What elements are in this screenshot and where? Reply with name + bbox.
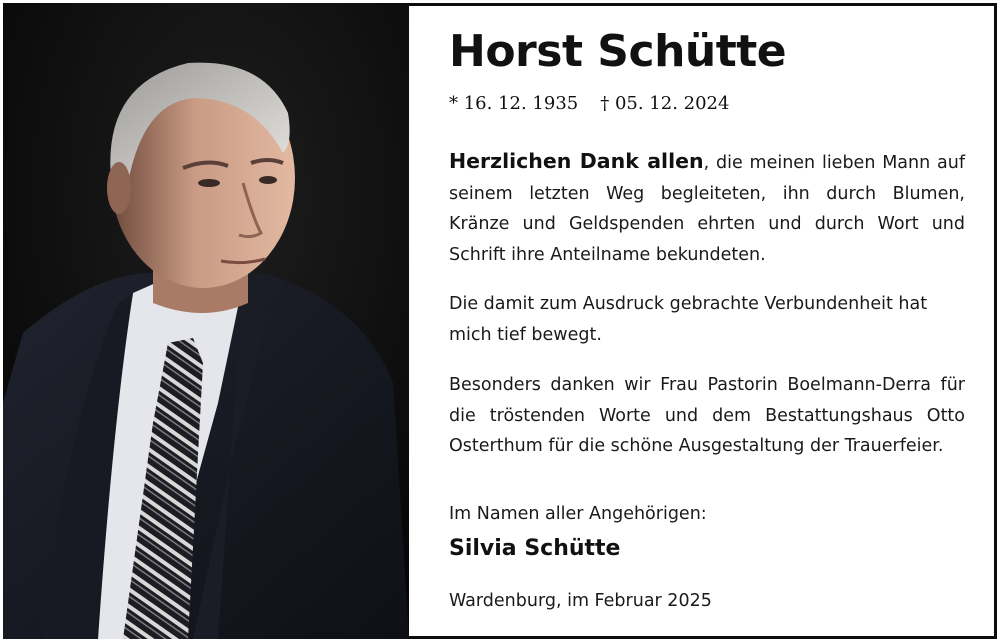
closing-line: Im Namen aller Angehörigen: (449, 504, 707, 524)
portrait-illustration (3, 3, 409, 639)
signer-name: Silvia Schütte (449, 536, 621, 561)
bond-paragraph: Die damit zum Ausdruck gebrachte Verbundenheit hat mich tief bewegt. (449, 294, 928, 345)
special-thanks-paragraph: Besonders danken wir Frau Pastorin Boelmann-Derra für die tröstenden Worte und dem Bestattungshaus Otto Osterthum für die schöne Ausgestaltung der Trauerfeier. (449, 375, 965, 456)
thanks-lead: Herzlichen Dank allen (449, 149, 704, 173)
birth-date: * 16. 12. 1935 (449, 93, 579, 114)
obituary-card (3, 3, 997, 639)
portrait-photo (3, 3, 409, 639)
place-and-date: Wardenburg, im Februar 2025 (449, 591, 712, 611)
thanks-text: , die meinen lieben Mann auf seinem letzten Weg begleiteten, ihn durch Blumen, Kränze und Geldspenden ehrten und durch Wort und Schrift ihre Anteilname bekundeten. (449, 153, 965, 265)
life-dates (449, 93, 729, 114)
text-panel (409, 3, 997, 639)
death-date: † 05. 12. 2024 (600, 93, 730, 114)
thanks-paragraph (449, 146, 965, 270)
deceased-name: Horst Schütte (449, 26, 787, 77)
